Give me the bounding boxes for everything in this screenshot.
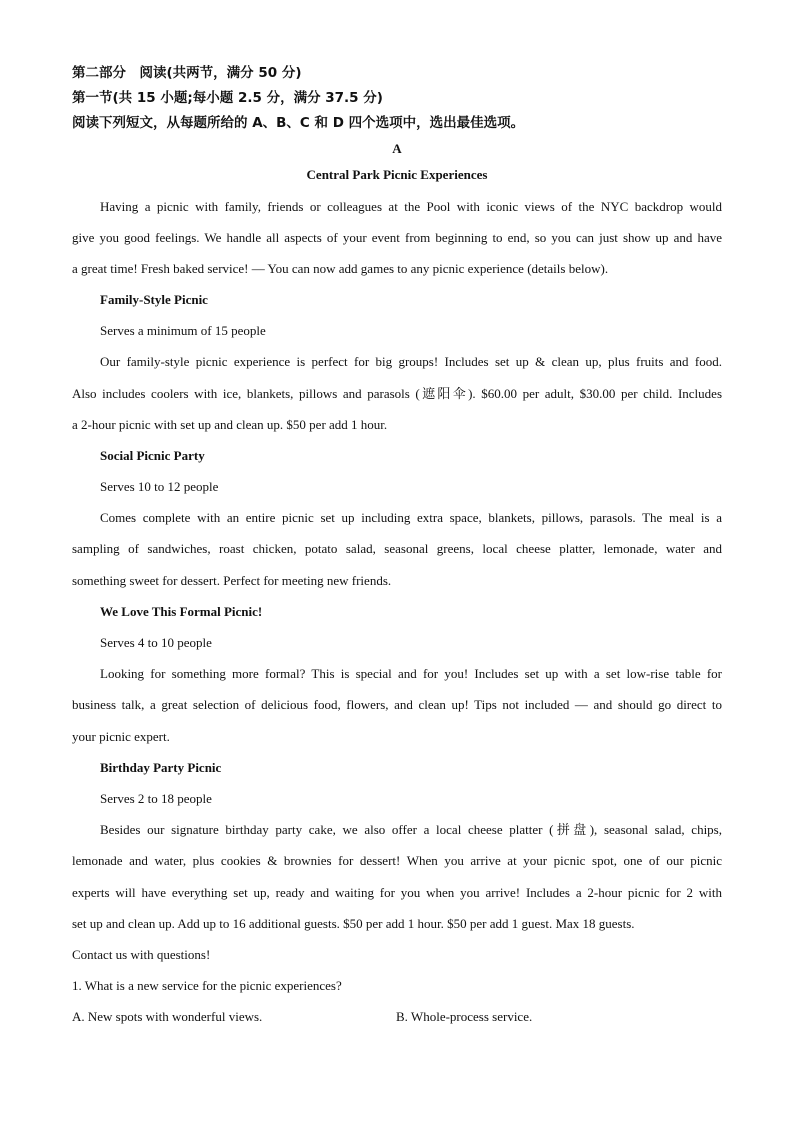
section-title-formal: We Love This Formal Picnic! bbox=[100, 604, 263, 619]
section-title-birthday: Birthday Party Picnic bbox=[100, 760, 222, 775]
body-line: sampling of sandwiches, roast chicken, potato salad, seasonal greens, local cheese platter, lemonade, water and bbox=[72, 541, 722, 556]
body-line: Our family-style picnic experience is perfect for big groups! Includes set up & clean up, plus fruits and food. bbox=[100, 354, 722, 369]
serves-social: Serves 10 to 12 people bbox=[100, 479, 219, 494]
body-line: your picnic expert. bbox=[72, 729, 170, 744]
contact-line: Contact us with questions! bbox=[72, 947, 211, 962]
option-a[interactable]: A. New spots with wonderful views. bbox=[72, 1009, 263, 1024]
section-title-social: Social Picnic Party bbox=[100, 448, 205, 463]
intro-line: a great time! Fresh baked service! — You can now add games to any picnic experience (details below). bbox=[72, 261, 609, 276]
part-heading: 第二部分 阅读(共两节，满分 50 分) bbox=[72, 65, 302, 81]
body-line: Also includes coolers with ice, blankets, pillows and parasols (遮阳伞). $60.00 per adult, $30.00 per child. Includes bbox=[72, 386, 722, 401]
body-line: something sweet for dessert. Perfect for meeting new friends. bbox=[72, 573, 392, 588]
serves-birthday: Serves 2 to 18 people bbox=[100, 791, 212, 806]
passage-title: Central Park Picnic Experiences bbox=[306, 167, 488, 182]
question-stem: 1. What is a new service for the picnic experiences? bbox=[72, 978, 342, 993]
body-line: Besides our signature birthday party cake, we also offer a local cheese platter (拼盘), seasonal salad, chips, bbox=[100, 822, 722, 837]
option-b[interactable]: B. Whole-process service. bbox=[396, 1009, 533, 1024]
body-line: experts will have everything set up, ready and waiting for you when you arrive! Includes a 2-hour picnic for 2 with bbox=[72, 885, 722, 900]
body-line: a 2-hour picnic with set up and clean up. $50 per add 1 hour. bbox=[72, 417, 388, 432]
serves-formal: Serves 4 to 10 people bbox=[100, 635, 212, 650]
section-title-family: Family-Style Picnic bbox=[100, 292, 208, 307]
body-line: set up and clean up. Add up to 16 additional guests. $50 per add 1 hour. $50 per add 1 guest. Max 18 guests. bbox=[72, 916, 635, 931]
body-line: Comes complete with an entire picnic set up including extra space, blankets, pillows, parasols. The meal is a bbox=[100, 510, 722, 525]
instruction-line: 阅读下列短文，从每题所给的 A、B、C 和 D 四个选项中，选出最佳选项。 bbox=[72, 115, 525, 131]
section-heading: 第一节(共 15 小题;每小题 2.5 分，满分 37.5 分) bbox=[72, 90, 383, 106]
intro-line: Having a picnic with family, friends or colleagues at the Pool with iconic views of the NYC backdrop would bbox=[100, 199, 722, 214]
body-line: Looking for something more formal? This is special and for you! Includes set up with a set low-rise table for bbox=[100, 666, 722, 681]
intro-line: give you good feelings. We handle all aspects of your event from beginning to end, so you can just show up and have bbox=[72, 230, 722, 245]
body-line: lemonade and water, plus cookies & brownies for dessert! When you arrive at your picnic spot, one of our picnic bbox=[72, 853, 722, 868]
serves-family: Serves a minimum of 15 people bbox=[100, 323, 266, 338]
body-line: business talk, a great selection of delicious food, flowers, and clean up! Tips not included — and should go direct to bbox=[72, 697, 722, 712]
passage-label: A bbox=[392, 141, 402, 156]
